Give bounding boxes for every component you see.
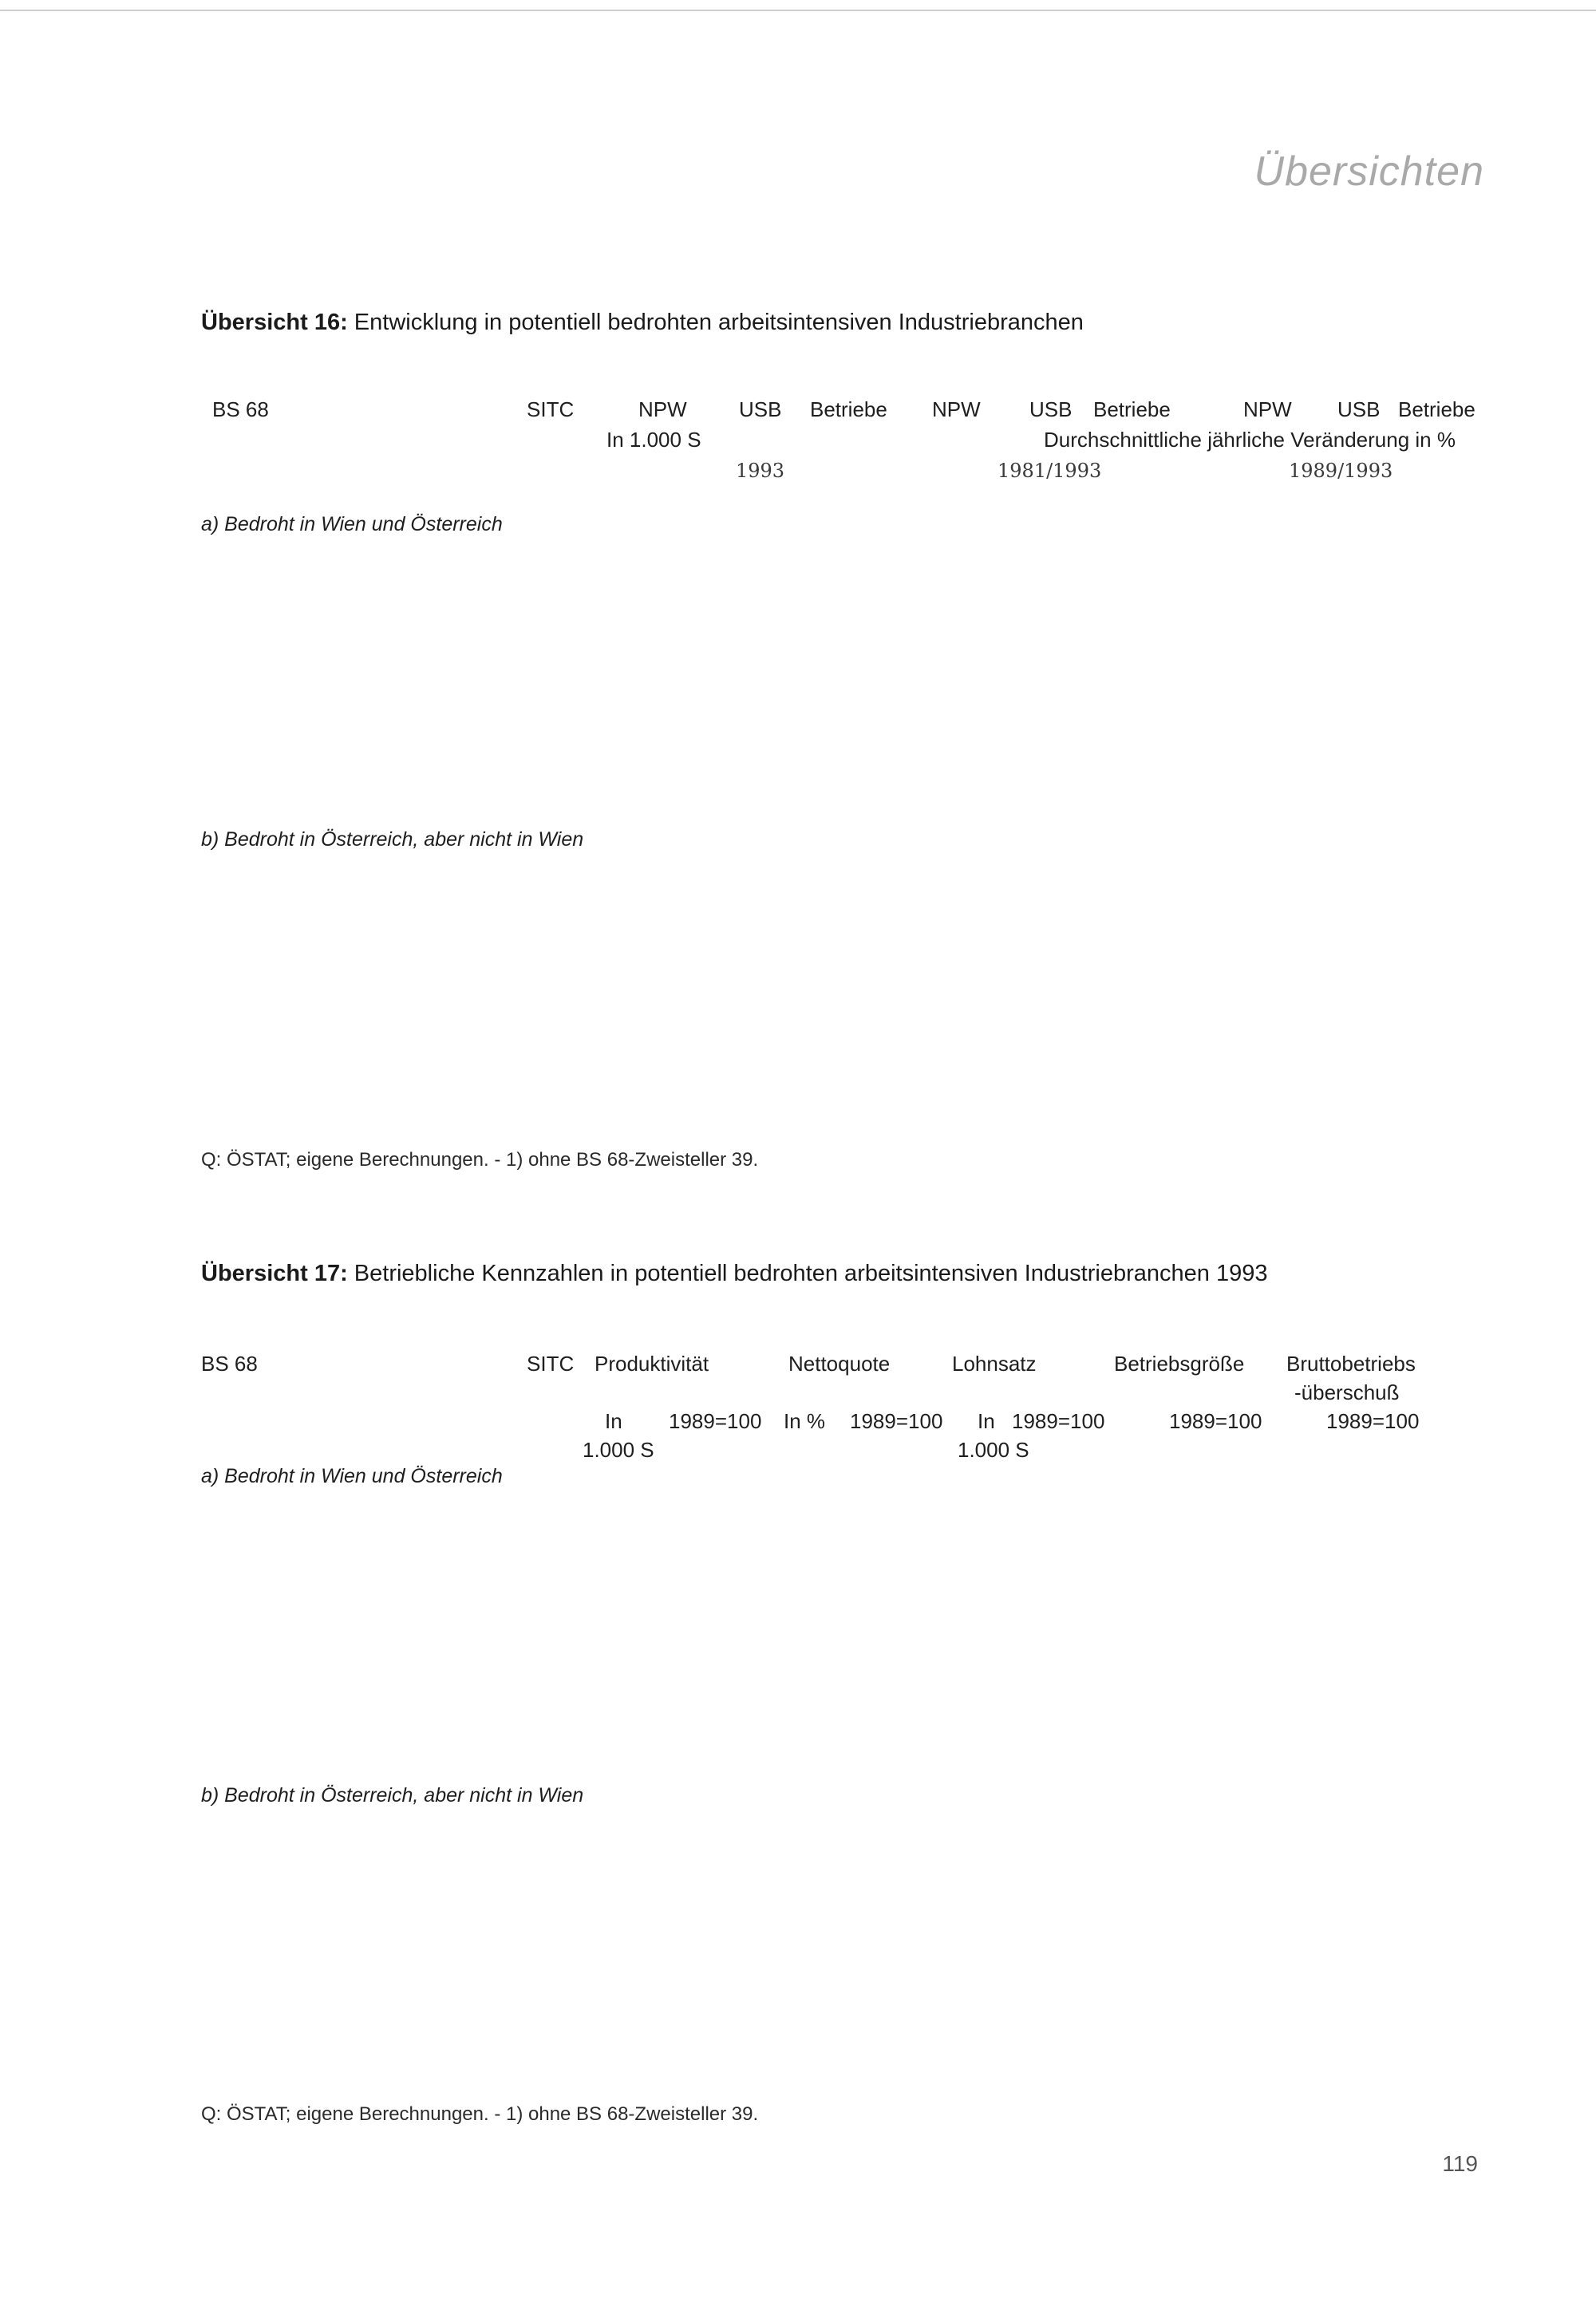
t16-header-bs68: BS 68 xyxy=(212,397,269,421)
t17-header-unit1: 1.000 S xyxy=(583,1438,654,1462)
t16-source-note: Q: ÖSTAT; eigene Berechnungen. - 1) ohne BS 68-Zweisteller 39. xyxy=(201,1149,759,1171)
t17-header-produktivitaet: Produktivität xyxy=(595,1352,709,1376)
t16-header-unit: In 1.000 S xyxy=(606,428,701,452)
table16-title xyxy=(201,310,1084,336)
t16-header-betriebe2: Betriebe xyxy=(1093,397,1171,421)
t17-header-brutto2: -überschuß xyxy=(1294,1380,1400,1404)
t16-header-usb: USB xyxy=(739,397,782,421)
t17-header-inpct: In % xyxy=(784,1409,826,1433)
t16-header-year1: 1993 xyxy=(736,460,785,482)
table17-title-text: Betriebliche Kennzahlen in potentiell bedrohten arbeitsintensiven Industriebranchen 1993 xyxy=(347,1261,1268,1286)
t17-header-in: In xyxy=(605,1409,622,1433)
t16-header-year3: 1989/1993 xyxy=(1289,460,1393,482)
t17-header-unit2: 1.000 S xyxy=(958,1438,1029,1462)
t16-header-year2: 1981/1993 xyxy=(998,460,1102,482)
t16-section-a: a) Bedroht in Wien und Österreich xyxy=(201,513,503,535)
t17-header-sitc: SITC xyxy=(527,1352,575,1376)
t17-header-lohnsatz: Lohnsatz xyxy=(952,1352,1037,1376)
t16-header-npw2: NPW xyxy=(932,397,981,421)
table16-title-number: Übersicht 16: xyxy=(201,310,348,335)
top-rule xyxy=(0,10,1596,11)
t17-section-a: a) Bedroht in Wien und Österreich xyxy=(201,1465,503,1487)
t16-header-avg-change: Durchschnittliche jährliche Veränderung in % xyxy=(1044,428,1456,452)
t16-header-sitc: SITC xyxy=(527,397,575,421)
page-number: 119 xyxy=(1442,2151,1478,2176)
t17-header-brutto1: Bruttobetriebs xyxy=(1286,1352,1416,1376)
t17-section-b: b) Bedroht in Österreich, aber nicht in Wien xyxy=(201,1784,584,1807)
t17-header-in2: In xyxy=(978,1409,995,1433)
t16-section-b: b) Bedroht in Österreich, aber nicht in Wien xyxy=(201,828,584,851)
t17-header-idx1: 1989=100 xyxy=(669,1409,762,1433)
t17-header-betriebsgroesse: Betriebsgröße xyxy=(1114,1352,1245,1376)
t17-header-idx2: 1989=100 xyxy=(850,1409,943,1433)
t16-header-npw3: NPW xyxy=(1243,397,1292,421)
t17-header-idx5: 1989=100 xyxy=(1326,1409,1420,1433)
page-header: Übersichten xyxy=(1254,148,1484,195)
table17-title xyxy=(201,1261,1267,1287)
table17-title-number: Übersicht 17: xyxy=(201,1261,348,1286)
t17-header-bs68: BS 68 xyxy=(201,1352,258,1376)
t16-header-betriebe3: Betriebe xyxy=(1398,397,1476,421)
t16-header-npw: NPW xyxy=(638,397,687,421)
t17-header-idx4: 1989=100 xyxy=(1169,1409,1262,1433)
t16-header-usb2: USB xyxy=(1029,397,1073,421)
t17-header-nettoquote: Nettoquote xyxy=(788,1352,891,1376)
t16-header-betriebe: Betriebe xyxy=(810,397,887,421)
t16-header-usb3: USB xyxy=(1337,397,1381,421)
t17-header-idx3: 1989=100 xyxy=(1012,1409,1105,1433)
table16-title-text: Entwicklung in potentiell bedrohten arbeitsintensiven Industriebranchen xyxy=(347,310,1084,335)
t17-source-note: Q: ÖSTAT; eigene Berechnungen. - 1) ohne BS 68-Zweisteller 39. xyxy=(201,2103,759,2125)
